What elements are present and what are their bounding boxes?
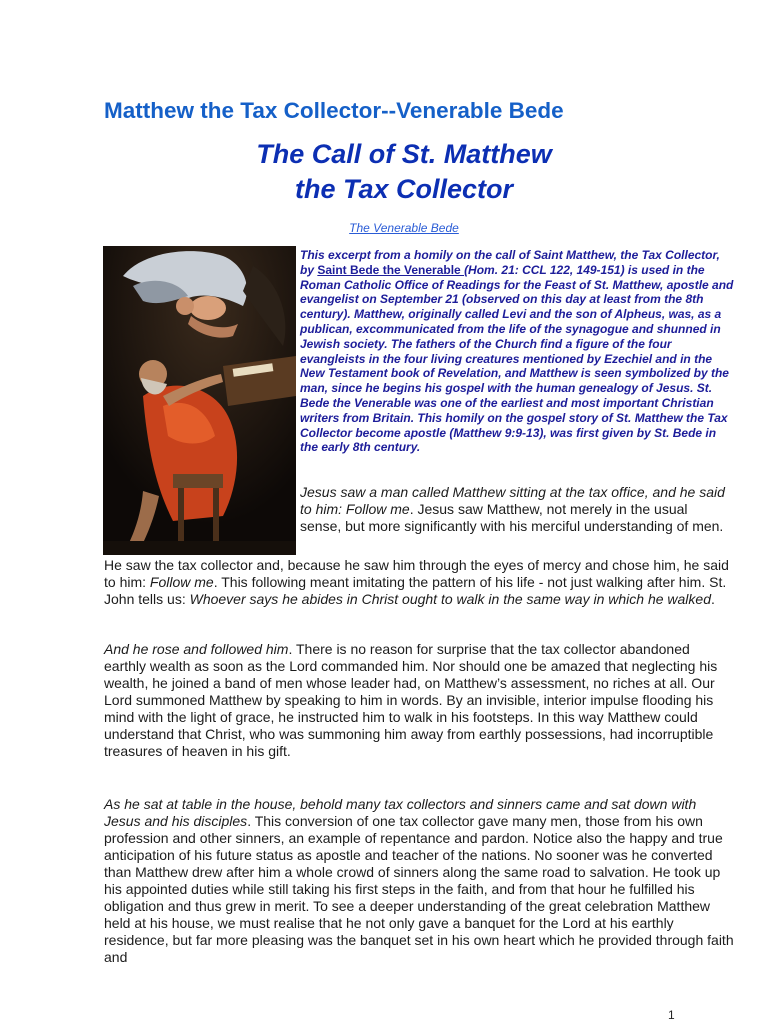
john-quote: Whoever says he abides in Christ ought to walk in the same way in which he walked <box>189 591 711 607</box>
page-number: 1 <box>668 1008 675 1022</box>
paragraph-2 <box>104 641 734 760</box>
follow-me-quote: Follow me <box>149 574 214 590</box>
paragraph-1b-text-c: . <box>710 591 715 607</box>
gospel-quote: Jesus saw a man called Matthew sitting at the tax office, and he said to him: Follow me <box>300 484 725 517</box>
saint-bede-link[interactable]: Saint Bede the Venerable <box>317 262 465 277</box>
paragraph-2-text: . There is no reason for surprise that the tax collector abandoned earthly wealth as soon as the Lord commanded him. Nor should one be amazed that neglecting his wealth, he joined a band of men whose leader had, on Matthew’s assessment, no riches at all. Our Lord summoned Matthew by speaking to him in words. By an invisible, interior impulse flooding his mind with the light of grace, he instructed him to walk in his footsteps. In this way Matthew could understand that Christ, who was summoning him away from earthly possessions, had incorruptible treasures of heaven in his gift. <box>104 641 718 759</box>
table-in-house-quote: As he sat at table in the house, behold many tax collectors and sinners came and sat down with Jesus and his disciples <box>104 796 697 829</box>
painting-image <box>103 246 296 555</box>
document-heading: Matthew the Tax Collector--Venerable Bede <box>104 98 564 123</box>
title-line-2: the Tax Collector <box>294 174 514 204</box>
rose-and-followed-quote: And he rose and followed him <box>104 641 289 657</box>
document-title <box>0 137 768 207</box>
intro-excerpt <box>300 248 736 455</box>
paragraph-3 <box>104 796 734 966</box>
paragraph-1-continued <box>104 557 734 608</box>
author-link[interactable]: The Venerable Bede <box>349 221 459 235</box>
paragraph-1-text: . Jesus saw Matthew, not merely in the usual sense, but more significantly with his merciful understanding of men. <box>300 501 724 534</box>
paragraph-1b-text-b: . This following meant imitating the pattern of his life - not just walking after him. St. John tells us: <box>104 574 727 607</box>
title-line-1: The Call of St. Matthew <box>256 139 552 169</box>
intro-text-part-2: (Hom. 21: CCL 122, 149-151) is used in the Roman Catholic Office of Readings for the Feast of St. Matthew, apostle and evangelist on September 21 (observed on this day at least from the 8th century). Matthew, originally called Levi and the son of Alpheus, was, as a publican, excommunicated from the life of the synagogue and shunned in Jewish society. The fathers of the Church find a figure of the four evangleists in the four living creatures mentioned by Ezechiel and in the New Testament book of Revelation, and Matthew is seen symbolized by the man, since he begins his gospel with the human genealogy of Jesus. St. Bede the Venerable was one of the earliest and most important Christian writers from Britain. This homily on the gospel story of St. Matthew the Tax Collector become apostle (Matthew 9:9-13), was first given by St. Bede in the early 8th century. <box>300 262 734 455</box>
paragraph-1b-text-a: He saw the tax collector and, because he saw him through the eyes of mercy and chose him, he said to him: <box>104 557 729 590</box>
paragraph-3-text: . This conversion of one tax collector gave many men, those from his own profession and other sinners, an example of repentance and pardon. Notice also the happy and true anticipation of his future status as apostle and teacher of the nations. No sooner was he converted than Matthew drew after him a whole crowd of sinners along the same road to salvation. He took up his appointed duties while still taking his first steps in the faith, and from that hour he fulfilled his obligation and thus grew in merit. To see a deeper understanding of the great celebration Matthew held at his house, we must realise that he not only gave a banquet for the Lord at his earthly residence, but far more pleasing was the banquet set in his own heart which he provided through faith and <box>104 813 734 965</box>
intro-text-part-1: This excerpt from a homily on the call of Saint Matthew, the Tax Collector, by <box>300 248 720 277</box>
paragraph-1 <box>300 484 730 535</box>
inspiration-of-saint-matthew-painting <box>103 246 296 555</box>
